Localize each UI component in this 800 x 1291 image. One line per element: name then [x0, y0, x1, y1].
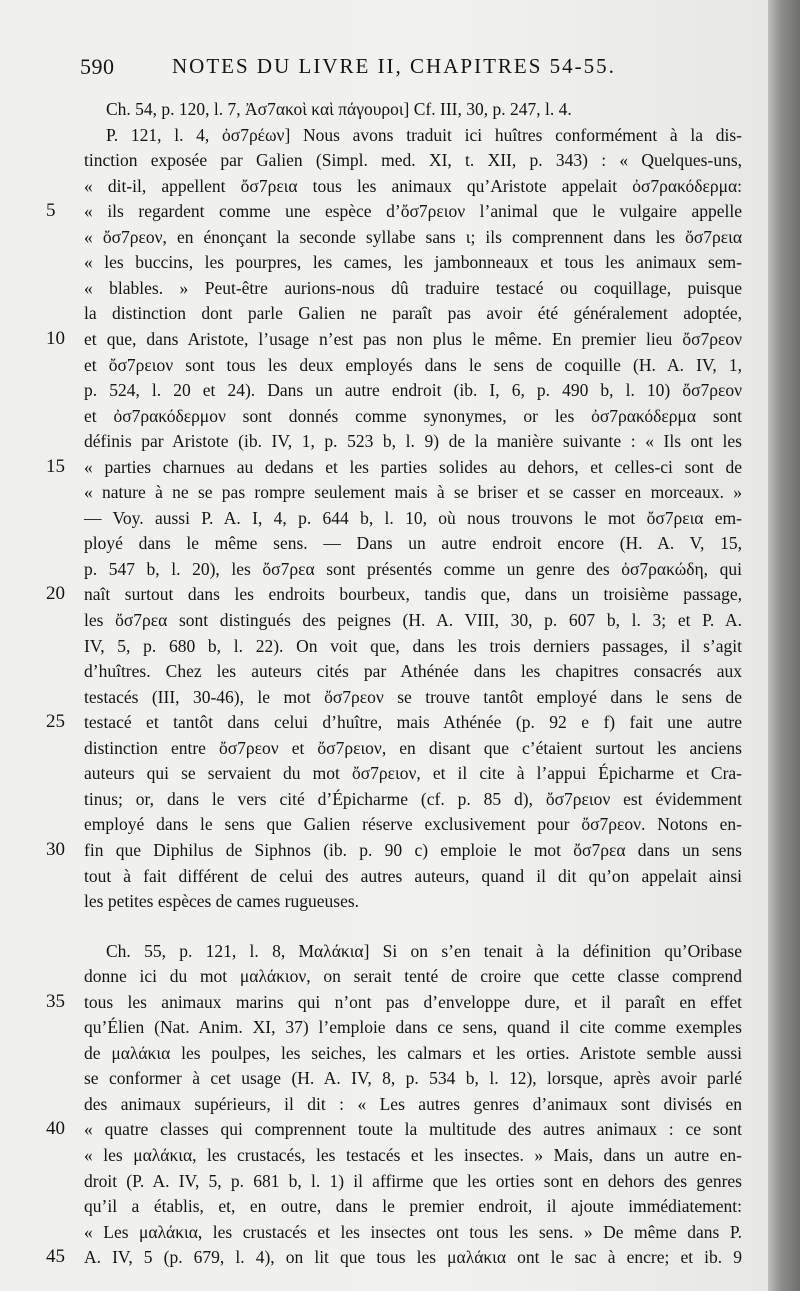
text-line: ployé dans le même sens. — Dans un autre endroit encore (H. A. V, 15, — [84, 533, 742, 554]
text-line: naît surtout dans les endroits bourbeux, tandis que, dans un troisième passage, — [84, 584, 742, 605]
text-line: et ὀσ7ρακόδερμον sont donnés comme synonymes, or les ὀσ7ρακόδερμα sont — [84, 405, 742, 426]
text-line: A. IV, 5 (p. 679, l. 4), on lit que tous les μαλάκια ont le sac à encre; et ib. 9 — [84, 1247, 742, 1268]
text-line: « dit-il, appellent ὄσ7ρεια tous les animaux qu’Aristote appelait ὀσ7ρακόδερμα: — [84, 175, 742, 196]
text-line: testacé et tantôt dans celui d’huître, mais Athénée (p. 92 e f) fait une autre — [84, 712, 742, 733]
text-line: « ils regardent comme une espèce d’ὄσ7ρειον l’animal que le vulgaire appelle — [84, 201, 742, 222]
text-line: distinction entre ὄσ7ρεον et ὄσ7ρειον, en disant que c’étaient surtout les anciens — [84, 737, 742, 758]
line-number: 40 — [46, 1118, 65, 1140]
text-line: testacés (III, 30-46), le mot ὄσ7ρεον se trouve tantôt employé dans le sens de — [84, 686, 742, 707]
text-line: « les μαλάκια, les crustacés, les testacés et les insectes. » Mais, dans un autre en- — [84, 1145, 742, 1165]
line-number: 25 — [46, 711, 65, 733]
text-line: les ὄσ7ρεα sont distingués des peignes (H. A. VIII, 30, p. 607 b, l. 3; et P. A. — [84, 610, 742, 630]
text-line: les petites espèces de cames rugueuses. — [84, 891, 360, 912]
text-line: auteurs qui se servaient du mot ὄσ7ρειον, et il cite à l’appui Épicharme et Cra- — [84, 763, 742, 784]
text-line: la distinction dont parle Galien ne paraît pas avoir été généralement adoptée, — [84, 303, 742, 324]
running-title: NOTES DU LIVRE II, CHAPITRES 54-55. — [172, 54, 616, 78]
text-line: qu’Élien (Nat. Anim. XI, 37) l’emploie dans ce sens, quand il cite comme exemples — [84, 1017, 742, 1038]
text-line: « nature à ne se pas rompre seulement mais à se briser et se casser en morceaux. » — [84, 482, 742, 503]
text-line: « parties charnues au dedans et les parties solides au dehors, et celles-ci sont de — [84, 456, 742, 477]
text-line: p. 547 b, l. 20), les ὄσ7ρεα sont présentés comme un genre des ὀσ7ρακώδη, qui — [84, 558, 742, 579]
line-number: 10 — [46, 327, 65, 349]
text-line: Ch. 55, p. 121, l. 8, Μαλάκια] Si on s’en tenait à la définition qu’Oribase — [106, 940, 742, 961]
text-line: et ὄσ7ρειον sont tous les deux employés dans le sens de coquille (H. A. IV, 1, — [84, 354, 742, 375]
text-line: fin que Diphilus de Siphnos (ib. p. 90 c) emploie le mot ὄσ7ρεα dans un sens — [84, 839, 742, 860]
text-line: IV, 5, p. 680 b, l. 22). On voit que, dans les trois derniers passages, il s’agit — [84, 635, 742, 656]
text-line: tinus; or, dans le vers cité d’Épicharme (cf. p. 85 d), ὄσ7ρειον est évidemment — [84, 788, 742, 809]
page-header — [80, 54, 680, 88]
text-line: Ch. 54, p. 120, l. 7, Ἀσ7ακοὶ καὶ πάγουροι] Cf. III, 30, p. 247, l. 4. — [106, 99, 572, 119]
text-line: et que, dans Aristote, l’usage n’est pas non plus le même. En premier lieu ὄσ7ρεον — [84, 328, 742, 349]
text-line: « ὄσ7ρεον, en énonçant la seconde syllabe sans ι; ils comprennent dans les ὄσ7ρεια — [84, 226, 742, 247]
line-number: 30 — [46, 838, 65, 860]
text-line: donne ici du mot μαλάκιον, on serait tenté de croire que cette classe comprend — [84, 966, 742, 987]
text-line: d’huîtres. Chez les auteurs cités par Athénée dans les chapitres consacrés aux — [84, 661, 742, 682]
page-number: 590 — [80, 54, 115, 79]
text-line: des animaux supérieurs, il dit : « Les autres genres d’animaux sont divisés en — [84, 1093, 742, 1114]
text-line: qu’il a établis, et, en outre, dans le premier endroit, il ajoute immédiatement: — [84, 1196, 742, 1217]
text-line: « les buccins, les pourpres, les cames, les jambonneaux et tous les animaux sem- — [84, 252, 742, 273]
text-line: p. 524, l. 20 et 24). Dans un autre endroit (ib. I, 6, p. 490 b, l. 10) ὄσ7ρεον — [84, 380, 742, 401]
line-number: 20 — [46, 583, 65, 605]
text-line: définis par Aristote (ib. IV, 1, p. 523 b, l. 9) de la manière suivante : « Ils ont les — [84, 431, 742, 452]
text-line: « blables. » Peut-être aurions-nous dû traduire testacé ou coquillage, puisque — [84, 277, 742, 298]
text-line: tinction exposée par Galien (Simpl. med. XI, t. XII, p. 343) : « Quelques-uns, — [84, 150, 742, 171]
text-line: de μαλάκια les poulpes, les seiches, les calmars et les orties. Aristote semble aussi — [84, 1042, 742, 1063]
text-line: « Les μαλάκια, les crustacés et les insectes ont tous les sens. » De même dans P. — [84, 1221, 742, 1242]
text-line: tous les animaux marins qui n’ont pas d’enveloppe dure, et il paraît en effet — [84, 991, 742, 1012]
text-line: P. 121, l. 4, ὀσ7ρέων] Nous avons traduit ici huîtres conformément à la dis- — [106, 124, 742, 145]
text-line: se conformer à cet usage (H. A. IV, 8, p. 534 b, l. 12), lorsque, après avoir parlé — [84, 1068, 742, 1089]
line-number: 45 — [46, 1246, 65, 1268]
line-number: 35 — [46, 990, 65, 1012]
page-edge-shadow — [768, 0, 800, 1291]
line-number: 15 — [46, 455, 65, 477]
text-line: employé dans le sens que Galien réserve exclusivement pour ὄσ7ρεον. Notons en- — [84, 814, 742, 835]
text-line: droit (P. A. IV, 5, p. 681 b, l. 1) il affirme que les orties sont en dehors des genres — [84, 1170, 742, 1191]
text-line: tout à fait différent de celui des autres auteurs, quand il dit qu’on appelait ainsi — [84, 865, 742, 886]
line-number: 5 — [46, 200, 56, 222]
text-line: « quatre classes qui comprennent toute la multitude des autres animaux : ce sont — [84, 1119, 742, 1140]
text-line: — Voy. aussi P. A. I, 4, p. 644 b, l. 10, où nous trouvons le mot ὄσ7ρεια em- — [84, 507, 742, 528]
